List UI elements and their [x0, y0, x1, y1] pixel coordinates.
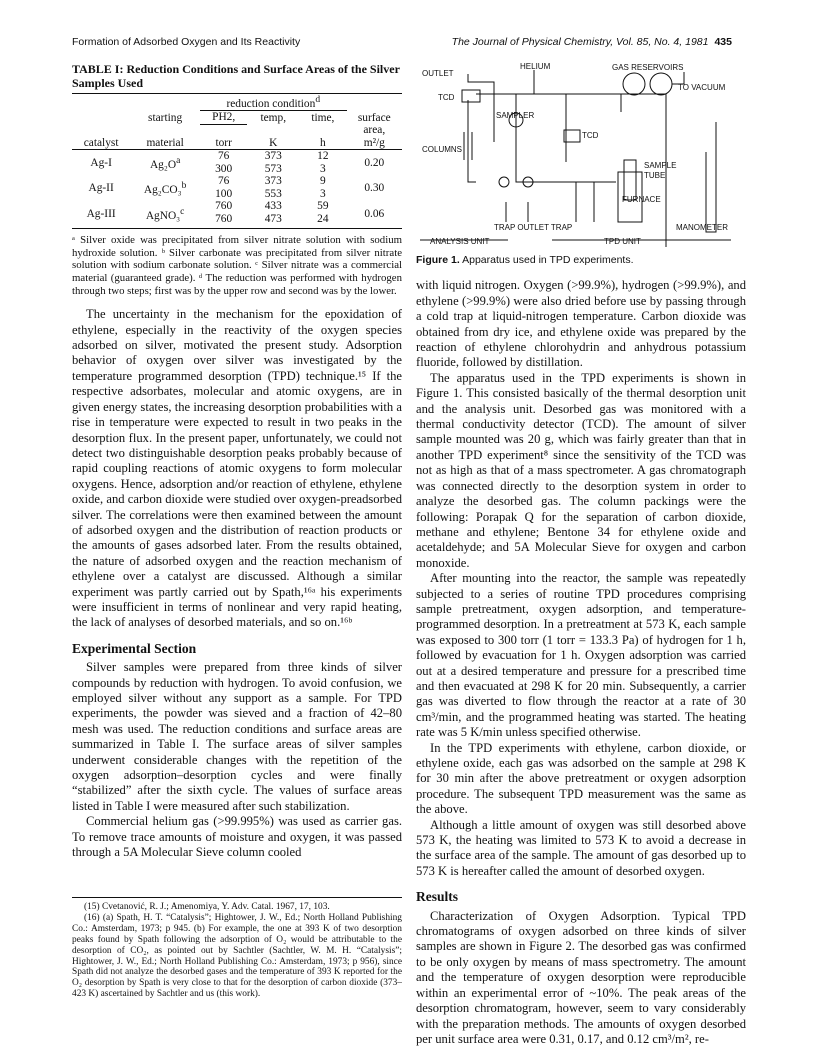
cell-area: 0.06	[347, 200, 402, 229]
footnote: (16) (a) Spath, H. T. “Catalysis”; Hightower, J. W., Ed.; North Holland Publishing Co.: Amsterdam, 1973; p 945. (b) For example, the one at 393 K of two desorption peaks found by Spath following the adsorption of O₂ would be attributable to the desorption of CO₂, as pointed out by Sachtler (Sachtler, W. M. H. “Catalysis”; Hightower, J. W., Ed.; North Holland Publishing Co.: Amsterdam, 1973; p 956), since Spath did not analyze the desorbed gases and the temperature of 393 K reported for the O₂ desorption by Spath is very close to that for the desorption of carbon dioxide (373–423 K) ascertained by Sachtler and us (this work).	[72, 912, 402, 1000]
cell-catalyst: Ag-I	[90, 156, 112, 169]
col-h: h	[299, 124, 346, 150]
label-tpd-unit: TPD UNIT	[604, 237, 641, 246]
cell-catalyst: Ag-III	[72, 200, 130, 229]
label-analysis-unit: ANALYSIS UNIT	[430, 237, 490, 246]
cell-time: 3	[320, 187, 326, 200]
label-manometer: MANOMETER	[676, 223, 728, 232]
figure-apparatus	[416, 62, 746, 247]
left-column	[72, 62, 402, 860]
col-k: K	[247, 124, 299, 150]
footnote: (15) Cvetanović, R. J.; Amenomiya, Y. Adv. Catal. 1967, 17, 103.	[84, 902, 330, 912]
running-header-journal	[452, 36, 732, 48]
cell-time: 3	[320, 162, 326, 175]
results-paragraph: Characterization of Oxygen Adsorption. Typical TPD chromatograms of oxygen adsorbed on three kinds of silver samples are shown in Figure 2. The desorbed gas was confirmed to be only oxygen by means of mass spectrometry. The amount and the temperature of oxygen desorption were reproducible within an experimental error of ~10%. The peak areas of the desorption chromatogram, however, seem to vary considerably with the preparation methods. The amounts of oxygen desorbed per unit surface area were 0.31, 0.17, and 0.12 cm³/m², re-	[416, 908, 746, 1046]
label-tcd-2: TCD	[582, 131, 599, 140]
col-surface: surface	[357, 111, 391, 124]
cell-pressure: 100	[215, 187, 233, 200]
cell-pressure: 300	[215, 162, 233, 175]
cell-pressure: 760	[215, 200, 233, 213]
cell-pressure: 760	[200, 213, 247, 229]
cell-area: 0.20	[364, 156, 385, 169]
label-sample-tube-2: TUBE	[644, 171, 666, 180]
figure-caption-label: Figure 1.	[416, 254, 460, 266]
intro-paragraph: The uncertainty in the mechanism for the epoxidation of ethylene, especially in the reactivity of the oxygen species adsorbed on silver, motivated the present study. Adsorption behavior of oxygen over silver was investigated by the temperature programmed desorption (TPD) technique.¹⁵ If the respective adsorbates, molecular and atomic oxygens, are in given energy states, the increasing desorption probabilities with a rise in temperature were expected to result in two peaks in the desorption flux. In the present paper, unfortunately, we could not detect two distinguishable desorption peaks probably because of rapid coupling reactions of atomic oxygens to form molecular oxygens. Hence, adsorption and/or reaction of ethylene, ethylene oxide, and carbon dioxide were studied over oxygen-preadsorbed silver. The correlations were then examined between the amount of adsorbed oxygen and the distribution of reaction products or the amounts of gases adsorbed later. From the results obtained, the nature of adsorbed oxygen and the reaction mechanism of ethylene over a catalyst are discussed. Although a similar experiment was partly carried out by Spath,¹⁶ᵃ his experiments were insufficient in terms of nonlinear and very rapid heating, the lack of analyses of desorbed materials, and so on.¹⁶ᵇ	[72, 307, 402, 630]
label-tcd-1: TCD	[438, 93, 455, 102]
body-paragraph: Although a little amount of oxygen was still desorbed above 573 K, the heating was limited to 573 K to avoid a decrease in the surface area of the sample. The amount of gas desorbed up to 573 K is hereafter called the amount of desorbed oxygen.	[416, 817, 746, 878]
cell-material: AgNO₃$^c$	[130, 200, 200, 229]
running-header-title: Formation of Adsorbed Oxygen and Its Reactivity	[72, 36, 301, 48]
label-sampler: SAMPLER	[496, 111, 535, 120]
col-area: area, m²/g	[347, 124, 402, 150]
table-row	[72, 175, 402, 188]
cell-pressure: 76	[217, 150, 230, 163]
col-starting: starting	[148, 111, 183, 124]
group-header-note: d	[315, 95, 321, 105]
body-paragraph: Silver samples were prepared from three kinds of silver compounds by reduction with hydrogen. To avoid confusion, we employed silver without any support as a sample. For TPD experiments, the powder was sieved and a fraction of 42–80 mesh was used. The reduction conditions and surface areas are summarized in Table I. The surface areas of silver samples underwent considerable changes with the repetition of the oxygen adsorption–desorption cycles and were finally “stabilized” after the sixth cycle. The values of surface areas listed in Table I were measured after such stabilization.	[72, 660, 402, 813]
footnotes	[72, 897, 402, 1000]
cell-time: 9	[320, 175, 326, 188]
table-row	[72, 150, 402, 163]
cell-time: 24	[299, 213, 346, 229]
section-heading-experimental: Experimental Section	[72, 640, 197, 656]
journal-citation: The Journal of Physical Chemistry, Vol. 85, No. 4, 1981	[451, 36, 709, 48]
body-paragraph: The apparatus used in the TPD experiments is shown in Figure 1. This consisted basically of the thermal desorption unit and the analysis unit. Desorbed gas was monitored with a thermal conductivity detector (TCD). The amount of silver sample mounted was 20 g, which was fairly greater than that in another TPD experiment⁸ since the sensitivity of the TCD was not as high as that of a mass spectrometer. A gas chromatograph was connected directly to the desorption system in order to analyze the desorbed gas. The column packings were the following: Porapak Q for the separation of carbon dioxide, methane and ethylene; Bentone 34 for ethylene oxide and acetaldehyde; and 5A Molecular Sieve for oxygen and carbon monoxide.	[416, 370, 746, 570]
cell-area: 0.30	[364, 181, 385, 194]
section-heading-results: Results	[416, 889, 459, 905]
right-column	[416, 62, 746, 1047]
group-header: reduction condition	[226, 97, 316, 110]
label-gas-reservoirs: GAS RESERVOIRS	[612, 63, 684, 72]
apparatus-diagram	[416, 62, 746, 247]
table-reduction-conditions	[72, 93, 402, 229]
cell-temp: 553	[264, 187, 282, 200]
figure-caption	[416, 253, 746, 268]
label-outlet: OUTLET	[422, 69, 454, 78]
cell-temp: 573	[264, 162, 282, 175]
cell-temp: 433	[264, 200, 282, 213]
body-paragraph: Commercial helium gas (>99.995%) was used as carrier gas. To remove trace amounts of moisture and oxygen, it was passed through a 5A Molecular Sieve column cooled	[72, 814, 402, 860]
body-paragraph: After mounting into the reactor, the sample was repeatedly subjected to a series of routine TPD procedures comprising sample pretreatment, oxygen adsorption, and temperature-programmed desorption. In a pretreatment at 573 K, each sample was exposed to 300 torr (1 torr = 133.3 Pa) of hydrogen for 1 h, followed by evacuation for 1 h. Oxygen adsorption was carried out at a desired temperature and pressure for a prescribed time and then evacuated at 298 K for 20 min. Subsequently, a carrier gas was diverted to flow through the reactor at a rate of 30 cm³/min, and the programmed heating was started. The heating rate was 5 K/min unless specified otherwise.	[416, 571, 746, 740]
label-sample-tube-1: SAMPLE	[644, 161, 677, 170]
col-time: time,	[299, 111, 346, 125]
cell-time: 12	[317, 150, 329, 163]
table-notes: ᵃ Silver oxide was precipitated from silver nitrate solution with sodium hydroxide solution. ᵇ Silver carbonate was precipitated from silver nitrate solution with sodium carbonate solution. ᶜ Silver nitrate was a commercial material (guaranteed grade). ᵈ The reduction was performed with hydrogen through two steps; first was by the upper row and second was by the lower.	[72, 234, 402, 297]
cell-temp: 373	[264, 150, 282, 163]
label-to-vacuum: TO VACUUM	[678, 83, 726, 92]
cell-pressure: 76	[217, 175, 230, 188]
body-paragraph: with liquid nitrogen. Oxygen (>99.9%), hydrogen (>99.9%), and ethylene (>99.9%) were also dried before use by passing through a cold trap at liquid-nitrogen temperature. Carbon dioxide was obtained from dry ice, and ethylene oxide was prepared by the reaction of ethylene chlorohydrin and anhydrous potassium fluoride, followed by distillation.	[416, 278, 746, 370]
cell-time: 59	[317, 200, 329, 213]
cell-material: $Ag_2O^a$	[149, 155, 181, 171]
label-columns: COLUMNS	[422, 145, 463, 154]
col-torr: torr	[200, 124, 247, 150]
label-furnace: FURNACE	[622, 195, 661, 204]
col-material: material	[130, 124, 200, 150]
table-row	[72, 200, 402, 213]
body-paragraph: In the TPD experiments with ethylene, carbon dioxide, or ethylene oxide, each gas was adsorbed on the sample at 298 K for 30 min after the above pretreatment or oxygen adsorption procedure. The subsequent TPD measurement was the same as the above.	[416, 740, 746, 817]
table-caption: TABLE I: Reduction Conditions and Surface Areas of the Silver Samples Used	[72, 62, 400, 90]
cell-temp: 473	[247, 213, 299, 229]
cell-catalyst: Ag-II	[88, 181, 114, 194]
figure-caption-text: Apparatus used in TPD experiments.	[462, 254, 634, 266]
cell-material: Ag₂CO₃$^b$	[143, 180, 187, 196]
col-pressure: PH2,	[200, 111, 247, 125]
cell-temp: 373	[264, 175, 282, 188]
col-catalyst: catalyst	[72, 124, 130, 150]
label-helium: HELIUM	[520, 62, 551, 71]
col-temp: temp,	[247, 111, 299, 125]
label-traps: TRAP OUTLET TRAP	[494, 223, 573, 232]
page-number: 435	[714, 36, 732, 48]
